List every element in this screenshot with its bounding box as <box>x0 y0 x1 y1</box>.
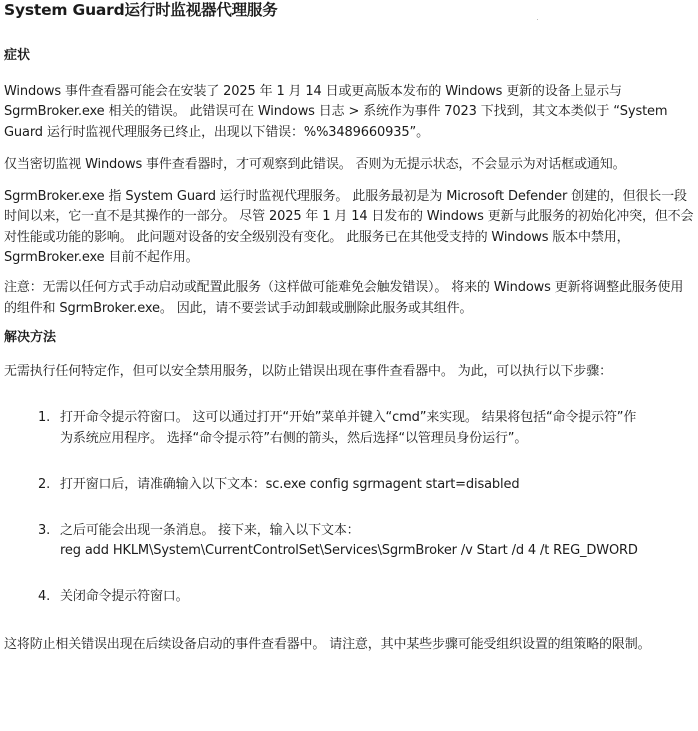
note-paragraph: 注意：无需以任何方式手动启动或配置此服务（这样做可能难免会触发错误）。 将来的 Windows 更新将调整此服务使用的组件和 SgrmBroker.exe。 因此，请不要尝试手动卸载或删除此服务或其组件。 <box>4 280 684 316</box>
step-number: 2. <box>38 476 51 492</box>
section-heading-symptoms: 症状 <box>4 48 31 63</box>
symptom-paragraph-3: SgrmBroker.exe 指 System Guard 运行时监视代理服务。 此服务最初是为 Microsoft Defender 创建的，但很长一段时间以来，它一直不是其操作的一部分。 尽管 2025 年 1 月 14 日发布的 Windows 更新与此服务的初始化冲突，但不会对性能或功能的影响。 此问题对设备的安全级别没有变化。 此服务已在其他受支持的 Windows 版本中禁用，SgrmBroker.exe 目前不起作用。 <box>4 189 694 266</box>
step-line: 打开窗口后，请准确输入以下文本：sc.exe config sgrmagent start=disabled <box>60 476 520 492</box>
resolution-intro: 无需执行任何特定作，但可以安全禁用服务，以防止错误出现在事件查看器中。 为此，可以执行以下步骤： <box>4 363 612 379</box>
step-line: 之后可能会出现一条消息。 接下来，输入以下文本： <box>60 523 360 539</box>
page-title: System Guard运行时监视器代理服务 <box>4 1 278 19</box>
step-line: 关闭命令提示符窗口。 <box>60 588 189 604</box>
list-item <box>4 587 694 607</box>
steps-list <box>4 408 694 607</box>
step-number: 3. <box>38 523 51 539</box>
decorative-dot <box>537 19 538 20</box>
list-item <box>4 408 694 449</box>
step-command: reg add HKLM\System\CurrentControlSet\Services\SgrmBroker /v Start /d 4 /t REG_DWORD <box>60 543 638 559</box>
step-number: 1. <box>38 410 51 426</box>
symptom-paragraph-2: 仅当密切监视 Windows 事件查看器时，才可观察到此错误。 否则为无提示状态，不会显示为对话框或通知。 <box>4 156 626 172</box>
step-line: 为系统应用程序。 选择“命令提示符”右侧的箭头，然后选择“以管理员身份运行”。 <box>60 430 528 446</box>
step-line: 打开命令提示符窗口。 这可以通过打开“开始”菜单并键入“cmd”来实现。 结果将包括“命令提示符”作 <box>60 410 637 426</box>
resolution-outro: 这将防止相关错误出现在后续设备启动的事件查看器中。 请注意，其中某些步骤可能受组织设置的组策略的限制。 <box>4 637 651 653</box>
section-heading-resolution: 解决方法 <box>4 329 57 345</box>
symptom-paragraph-1: Windows 事件查看器可能会在安装了 2025 年 1 月 14 日或更高版本发布的 Windows 更新的设备上显示与 SgrmBroker.exe 相关的错误。 此错误可在 Windows 日志 > 系统作为事件 7023 下找到，其文本类似于 “System Guard 运行时监视代理服务已终止，出现以下错误：%%3489660935”。 <box>4 84 668 140</box>
list-item <box>4 521 694 562</box>
step-number: 4. <box>38 588 51 604</box>
list-item <box>4 475 694 495</box>
article <box>4 0 694 655</box>
